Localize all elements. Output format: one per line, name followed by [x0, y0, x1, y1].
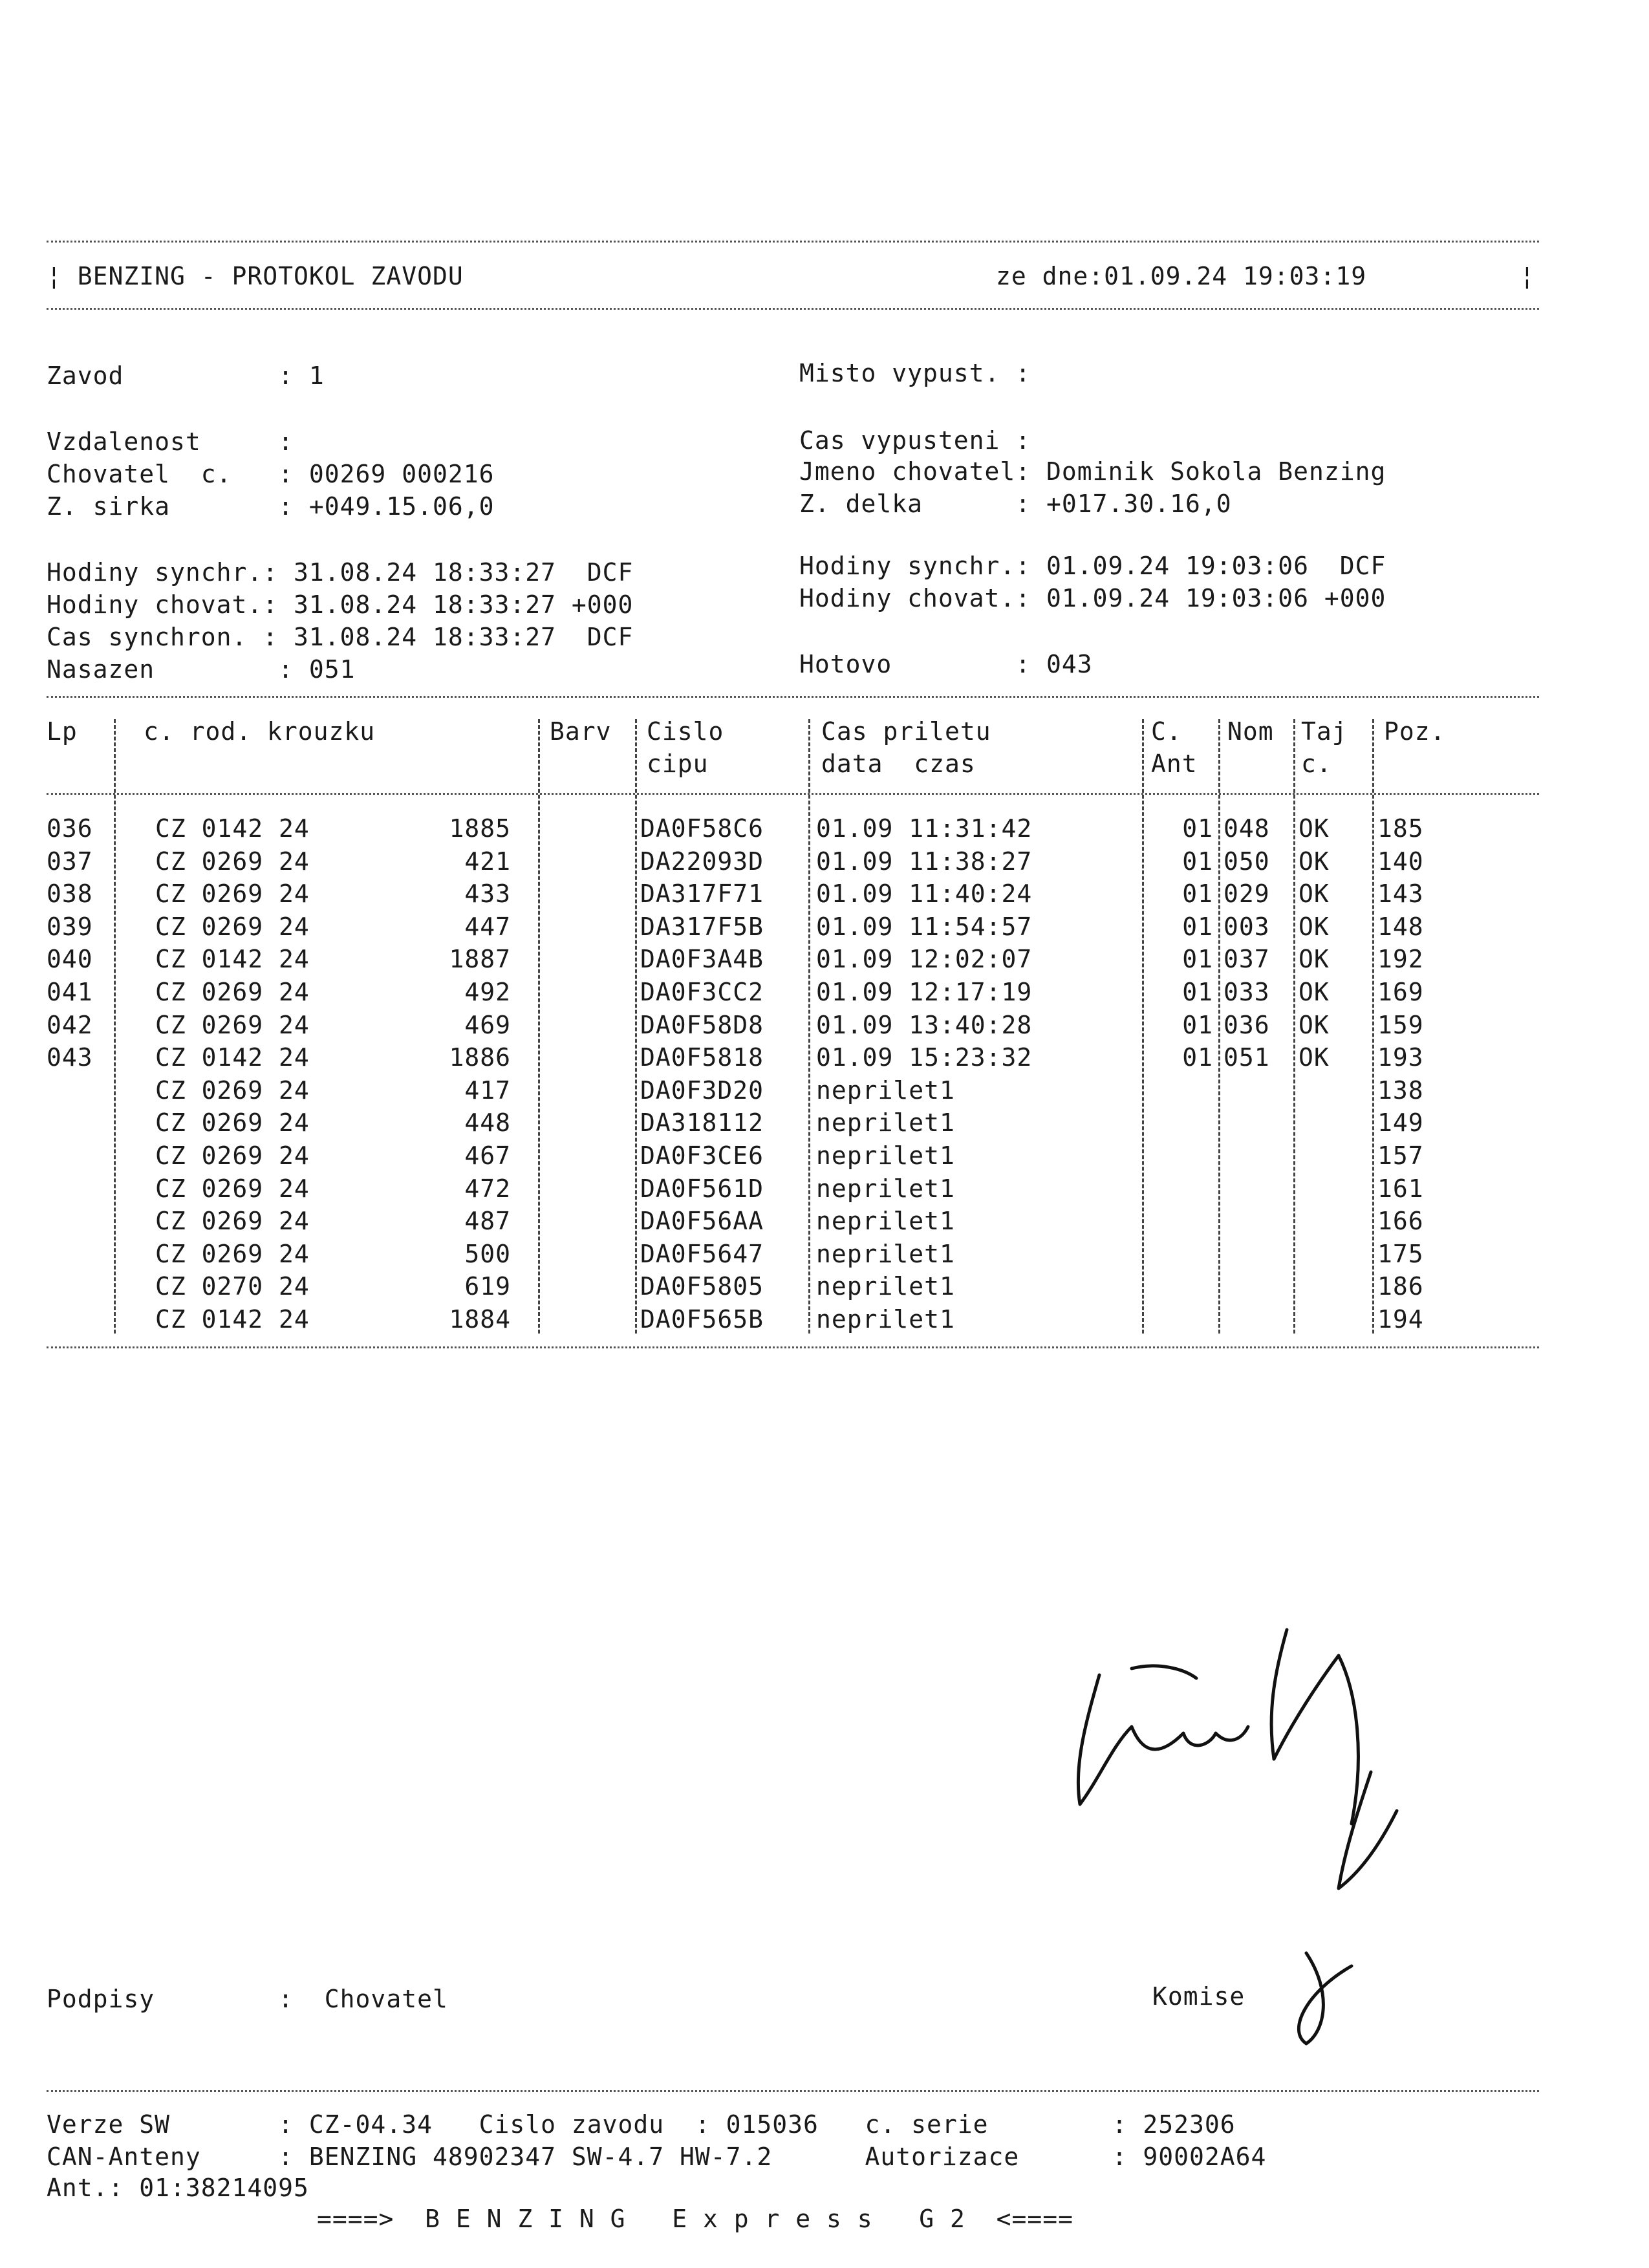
row-ring-number: 467	[464, 1141, 511, 1170]
row-antenna: 01	[1182, 978, 1213, 1006]
row-secret: OK	[1299, 1010, 1330, 1039]
row-arrival-time: neprilet1	[816, 1239, 955, 1268]
row-ring-number: 487	[464, 1207, 511, 1236]
row-chip: DA0F58D8	[640, 1010, 764, 1039]
row-ring-number: 500	[464, 1239, 511, 1268]
race-number: Zavod : 1	[47, 362, 325, 390]
row-lp: 040	[47, 945, 93, 974]
release-place: Misto vypust. :	[799, 359, 1031, 387]
breeder-number: Chovatel c. : 00269 000216	[47, 460, 495, 488]
row-ring: CZ 0142 24	[155, 945, 310, 974]
row-ring: CZ 0269 24	[155, 1174, 310, 1203]
breeder-name: Jmeno chovatel: Dominik Sokola Benzing	[799, 457, 1386, 486]
row-position: 149	[1377, 1108, 1424, 1138]
release-time: Cas vypusteni :	[799, 426, 1031, 455]
row-position: 166	[1377, 1207, 1424, 1236]
row-ring-number: 447	[464, 912, 511, 941]
row-antenna: 01	[1182, 1043, 1213, 1072]
table-header-rule	[47, 793, 1539, 795]
row-nom: 051	[1223, 1043, 1270, 1072]
row-lp: 036	[47, 814, 93, 843]
sync-time: Cas synchron. : 31.08.24 18:33:27 DCF	[47, 623, 634, 651]
row-ring: CZ 0142 24	[155, 1305, 310, 1334]
row-chip: DA22093D	[640, 847, 764, 876]
col-ring: c. rod. krouzku	[144, 717, 376, 746]
row-position: 138	[1377, 1075, 1424, 1105]
row-lp: 041	[47, 978, 93, 1006]
row-position: 194	[1377, 1305, 1424, 1334]
row-position: 148	[1377, 912, 1424, 941]
row-arrival-time: 01.09 11:54:57	[816, 912, 1033, 941]
divider-4	[808, 719, 810, 1334]
col-arrival-sub: data czas	[821, 750, 976, 778]
row-ring: CZ 0269 24	[155, 1075, 310, 1105]
col-chip: Cislo	[647, 717, 724, 746]
row-arrival-time: 01.09 11:31:42	[816, 814, 1033, 843]
row-ring-number: 1885	[449, 814, 511, 843]
row-ring-number: 619	[464, 1272, 511, 1301]
row-secret: OK	[1299, 912, 1330, 941]
row-ring-number: 1887	[449, 945, 511, 974]
row-ring: CZ 0269 24	[155, 880, 310, 909]
top-rule	[47, 241, 1539, 243]
col-arrival: Cas priletu	[821, 717, 991, 746]
row-position: 157	[1377, 1141, 1424, 1170]
row-position: 193	[1377, 1043, 1424, 1072]
row-nom: 003	[1223, 912, 1270, 941]
row-arrival-time: neprilet1	[816, 1174, 955, 1203]
row-position: 192	[1377, 945, 1424, 974]
row-antenna: 01	[1182, 847, 1213, 876]
row-arrival-time: neprilet1	[816, 1075, 955, 1105]
row-ring-number: 421	[464, 847, 511, 876]
software-version: Verze SW : CZ-04.34 Cislo zavodu : 015036 c. serie : 252306	[47, 2110, 1236, 2139]
row-antenna: 01	[1182, 814, 1213, 843]
clock-sync-right: Hodiny synchr.: 01.09.24 19:03:06 DCF	[799, 552, 1386, 580]
row-ring: CZ 0142 24	[155, 1043, 310, 1072]
row-chip: DA0F3CE6	[640, 1141, 764, 1170]
divider-2	[538, 719, 540, 1334]
divider-7	[1293, 719, 1295, 1334]
row-ring-number: 448	[464, 1108, 511, 1138]
row-arrival-time: neprilet1	[816, 1207, 955, 1236]
row-ring-number: 472	[464, 1174, 511, 1203]
info-rule	[47, 696, 1539, 698]
commission-signature	[1280, 1759, 1449, 2063]
latitude: Z. sirka : +049.15.06,0	[47, 492, 495, 521]
divider-8	[1372, 719, 1374, 1334]
header-rule	[47, 308, 1539, 310]
row-chip: DA0F5818	[640, 1043, 764, 1072]
brand-banner: ====> B E N Z I N G E x p r e s s G 2 <====	[317, 2205, 1074, 2233]
row-ring-number: 1884	[449, 1305, 511, 1334]
commission-label: Komise	[1152, 1982, 1245, 2011]
col-ant-sub: Ant	[1151, 750, 1198, 778]
row-arrival-time: neprilet1	[816, 1141, 955, 1170]
row-chip: DA0F565B	[640, 1305, 764, 1334]
row-position: 185	[1377, 814, 1424, 843]
breeder-clock-right: Hodiny chovat.: 01.09.24 19:03:06 +000	[799, 584, 1386, 612]
row-ring: CZ 0142 24	[155, 814, 310, 843]
row-lp: 037	[47, 847, 93, 876]
row-arrival-time: neprilet1	[816, 1108, 955, 1138]
row-secret: OK	[1299, 945, 1330, 974]
report-date: ze dne:01.09.24 19:03:19	[996, 262, 1367, 290]
col-lp: Lp	[47, 717, 78, 746]
row-chip: DA0F3A4B	[640, 945, 764, 974]
row-arrival-time: 01.09 12:02:07	[816, 945, 1033, 974]
row-nom: 029	[1223, 880, 1270, 909]
row-ring: CZ 0269 24	[155, 1108, 310, 1138]
col-ant: C.	[1151, 717, 1182, 746]
row-ring: CZ 0270 24	[155, 1272, 310, 1301]
row-position: 143	[1377, 880, 1424, 909]
col-taj-sub: c.	[1301, 750, 1332, 778]
row-ring: CZ 0269 24	[155, 1207, 310, 1236]
row-position: 161	[1377, 1174, 1424, 1203]
row-ring-number: 469	[464, 1010, 511, 1039]
row-arrival-time: neprilet1	[816, 1305, 955, 1334]
row-arrival-time: 01.09 15:23:32	[816, 1043, 1033, 1072]
clock-sync-left: Hodiny synchr.: 31.08.24 18:33:27 DCF	[47, 558, 634, 587]
row-chip: DA0F561D	[640, 1174, 764, 1203]
row-ring: CZ 0269 24	[155, 1239, 310, 1268]
row-lp: 038	[47, 880, 93, 909]
can-antennas: CAN-Anteny : BENZING 48902347 SW-4.7 HW-7.2 Autorizace : 90002A64	[47, 2143, 1267, 2171]
row-ring-number: 417	[464, 1075, 511, 1105]
row-nom: 050	[1223, 847, 1270, 876]
col-nom: Nom	[1227, 717, 1274, 746]
signatures-label: Podpisy : Chovatel	[47, 1985, 448, 2013]
row-antenna: 01	[1182, 880, 1213, 909]
row-secret: OK	[1299, 1043, 1330, 1072]
divider-6	[1218, 719, 1220, 1334]
row-ring: CZ 0269 24	[155, 847, 310, 876]
row-position: 169	[1377, 978, 1424, 1006]
report-title: ¦ BENZING - PROTOKOL ZAVODU	[47, 262, 464, 290]
table-bottom-rule	[47, 1346, 1539, 1348]
row-arrival-time: 01.09 11:40:24	[816, 880, 1033, 909]
divider-3	[635, 719, 637, 1334]
antenna-id: Ant.: 01:38214095	[47, 2174, 309, 2202]
row-position: 175	[1377, 1239, 1424, 1268]
col-taj: Taj	[1301, 717, 1348, 746]
row-arrival-time: 01.09 12:17:19	[816, 978, 1033, 1006]
row-secret: OK	[1299, 880, 1330, 909]
row-secret: OK	[1299, 978, 1330, 1006]
row-lp: 042	[47, 1010, 93, 1039]
row-nom: 048	[1223, 814, 1270, 843]
row-nom: 036	[1223, 1010, 1270, 1039]
footer-rule	[47, 2090, 1539, 2092]
row-ring: CZ 0269 24	[155, 978, 310, 1006]
row-ring: CZ 0269 24	[155, 1141, 310, 1170]
col-color: Barv	[550, 717, 612, 746]
row-chip: DA318112	[640, 1108, 764, 1138]
row-position: 140	[1377, 847, 1424, 876]
longitude: Z. delka : +017.30.16,0	[799, 490, 1232, 518]
row-chip: DA0F5647	[640, 1239, 764, 1268]
row-antenna: 01	[1182, 945, 1213, 974]
row-nom: 037	[1223, 945, 1270, 974]
row-nom: 033	[1223, 978, 1270, 1006]
row-chip: DA0F58C6	[640, 814, 764, 843]
finished-count: Hotovo : 043	[799, 650, 1093, 678]
basketed-count: Nasazen : 051	[47, 655, 356, 684]
row-antenna: 01	[1182, 1010, 1213, 1039]
row-ring-number: 1886	[449, 1043, 511, 1072]
row-chip: DA0F3D20	[640, 1075, 764, 1105]
row-lp: 043	[47, 1043, 93, 1072]
header-end-bar: ¦	[1520, 262, 1535, 290]
row-antenna: 01	[1182, 912, 1213, 941]
row-position: 159	[1377, 1010, 1424, 1039]
distance: Vzdalenost :	[47, 427, 294, 456]
row-chip: DA317F5B	[640, 912, 764, 941]
col-chip-sub: cipu	[647, 750, 709, 778]
breeder-clock-left: Hodiny chovat.: 31.08.24 18:33:27 +000	[47, 590, 634, 619]
row-lp: 039	[47, 912, 93, 941]
row-arrival-time: 01.09 11:38:27	[816, 847, 1033, 876]
col-poz: Poz.	[1384, 717, 1446, 746]
row-arrival-time: neprilet1	[816, 1272, 955, 1301]
row-ring: CZ 0269 24	[155, 912, 310, 941]
row-secret: OK	[1299, 814, 1330, 843]
row-ring: CZ 0269 24	[155, 1010, 310, 1039]
row-chip: DA317F71	[640, 880, 764, 909]
row-position: 186	[1377, 1272, 1424, 1301]
row-chip: DA0F3CC2	[640, 978, 764, 1006]
row-arrival-time: 01.09 13:40:28	[816, 1010, 1033, 1039]
row-chip: DA0F56AA	[640, 1207, 764, 1236]
row-secret: OK	[1299, 847, 1330, 876]
row-chip: DA0F5805	[640, 1272, 764, 1301]
row-ring-number: 433	[464, 880, 511, 909]
divider-5	[1142, 719, 1144, 1334]
divider-1	[114, 719, 116, 1334]
row-ring-number: 492	[464, 978, 511, 1006]
